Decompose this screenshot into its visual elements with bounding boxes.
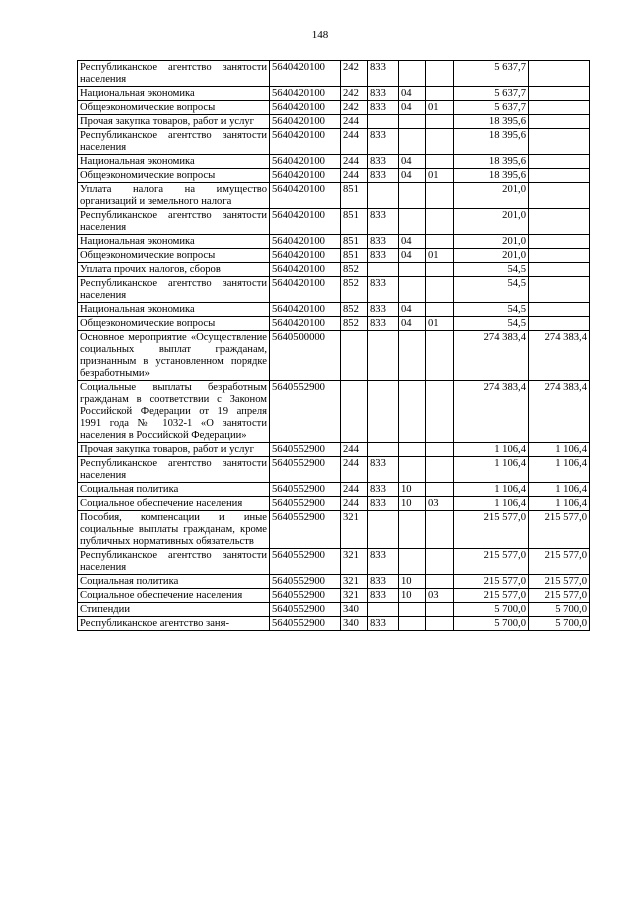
cell-subsection: 03 [426, 497, 454, 511]
table-row [78, 61, 590, 87]
cell-agency-code: 833 [368, 249, 399, 263]
cell-agency-code [368, 511, 399, 549]
cell-expense-type: 340 [341, 617, 368, 631]
page-number: 148 [311, 29, 329, 41]
cell-section [399, 617, 426, 631]
table-row [78, 381, 590, 443]
cell-amount-2: 1 106,4 [529, 457, 590, 483]
cell-subsection [426, 235, 454, 249]
cell-section: 04 [399, 169, 426, 183]
cell-name: Пособия, компенсации и иные социальные выплаты гражданам, кроме публичных нормативных обязательств [78, 511, 270, 549]
cell-target-code: 5640552900 [270, 483, 341, 497]
cell-agency-code: 833 [368, 549, 399, 575]
cell-section: 10 [399, 483, 426, 497]
cell-subsection [426, 617, 454, 631]
cell-amount-1: 215 577,0 [454, 589, 529, 603]
cell-agency-code: 833 [368, 129, 399, 155]
cell-section: 04 [399, 87, 426, 101]
cell-amount-2 [529, 169, 590, 183]
cell-name: Республиканское агентство занятости населения [78, 549, 270, 575]
cell-agency-code: 833 [368, 457, 399, 483]
cell-name: Социальная политика [78, 483, 270, 497]
cell-amount-2: 215 577,0 [529, 575, 590, 589]
cell-section: 04 [399, 101, 426, 115]
cell-amount-1: 215 577,0 [454, 575, 529, 589]
table-row [78, 303, 590, 317]
cell-target-code: 5640552900 [270, 457, 341, 483]
cell-expense-type: 244 [341, 115, 368, 129]
cell-name: Республиканское агентство занятости населения [78, 457, 270, 483]
cell-agency-code: 833 [368, 303, 399, 317]
cell-expense-type: 851 [341, 183, 368, 209]
cell-agency-code [368, 331, 399, 381]
cell-section [399, 457, 426, 483]
table-row [78, 129, 590, 155]
cell-target-code: 5640420100 [270, 183, 341, 209]
cell-amount-1: 5 637,7 [454, 87, 529, 101]
cell-name: Республиканское агентство заня- [78, 617, 270, 631]
cell-amount-2 [529, 115, 590, 129]
cell-subsection: 01 [426, 101, 454, 115]
cell-target-code: 5640420100 [270, 101, 341, 115]
cell-expense-type [341, 331, 368, 381]
cell-target-code: 5640420100 [270, 155, 341, 169]
cell-name: Национальная экономика [78, 235, 270, 249]
cell-subsection [426, 209, 454, 235]
cell-target-code: 5640552900 [270, 443, 341, 457]
cell-agency-code: 833 [368, 497, 399, 511]
cell-agency-code: 833 [368, 101, 399, 115]
cell-section: 04 [399, 235, 426, 249]
cell-expense-type: 242 [341, 61, 368, 87]
cell-expense-type [341, 381, 368, 443]
cell-section [399, 381, 426, 443]
cell-name: Стипендии [78, 603, 270, 617]
cell-subsection: 01 [426, 249, 454, 263]
cell-amount-2 [529, 101, 590, 115]
cell-amount-2: 215 577,0 [529, 549, 590, 575]
cell-section [399, 443, 426, 457]
cell-agency-code: 833 [368, 235, 399, 249]
cell-section [399, 263, 426, 277]
cell-expense-type: 852 [341, 303, 368, 317]
cell-amount-1: 5 700,0 [454, 617, 529, 631]
cell-expense-type: 244 [341, 169, 368, 183]
cell-expense-type: 242 [341, 101, 368, 115]
cell-amount-2 [529, 183, 590, 209]
cell-target-code: 5640552900 [270, 589, 341, 603]
cell-agency-code: 833 [368, 87, 399, 101]
cell-amount-2: 1 106,4 [529, 497, 590, 511]
cell-amount-1: 201,0 [454, 209, 529, 235]
cell-amount-1: 215 577,0 [454, 549, 529, 575]
cell-expense-type: 852 [341, 263, 368, 277]
cell-name: Национальная экономика [78, 303, 270, 317]
cell-name: Национальная экономика [78, 155, 270, 169]
cell-expense-type: 321 [341, 549, 368, 575]
cell-target-code: 5640500000 [270, 331, 341, 381]
cell-amount-2: 215 577,0 [529, 589, 590, 603]
cell-subsection [426, 263, 454, 277]
cell-amount-1: 18 395,6 [454, 155, 529, 169]
cell-amount-2 [529, 129, 590, 155]
table-row [78, 101, 590, 115]
cell-name: Республиканское агентство занятости населения [78, 129, 270, 155]
cell-subsection [426, 277, 454, 303]
cell-section [399, 511, 426, 549]
cell-agency-code: 833 [368, 155, 399, 169]
cell-subsection [426, 155, 454, 169]
table-row [78, 183, 590, 209]
cell-subsection [426, 483, 454, 497]
cell-section [399, 183, 426, 209]
cell-target-code: 5640420100 [270, 209, 341, 235]
cell-expense-type: 321 [341, 589, 368, 603]
cell-name: Общеэкономические вопросы [78, 101, 270, 115]
cell-subsection: 03 [426, 589, 454, 603]
cell-amount-2 [529, 263, 590, 277]
cell-section [399, 115, 426, 129]
cell-section [399, 209, 426, 235]
cell-name: Общеэкономические вопросы [78, 317, 270, 331]
cell-target-code: 5640420100 [270, 249, 341, 263]
cell-subsection [426, 115, 454, 129]
cell-expense-type: 852 [341, 317, 368, 331]
cell-expense-type: 340 [341, 603, 368, 617]
table-body [78, 61, 590, 631]
cell-amount-1: 5 637,7 [454, 61, 529, 87]
cell-agency-code: 833 [368, 209, 399, 235]
cell-section: 10 [399, 589, 426, 603]
cell-subsection [426, 457, 454, 483]
cell-amount-2 [529, 249, 590, 263]
cell-subsection [426, 61, 454, 87]
cell-target-code: 5640552900 [270, 575, 341, 589]
cell-amount-1: 18 395,6 [454, 129, 529, 155]
cell-amount-1: 215 577,0 [454, 511, 529, 549]
cell-amount-2 [529, 317, 590, 331]
cell-target-code: 5640420100 [270, 115, 341, 129]
cell-target-code: 5640420100 [270, 235, 341, 249]
cell-target-code: 5640420100 [270, 317, 341, 331]
cell-name: Общеэкономические вопросы [78, 169, 270, 183]
cell-subsection [426, 603, 454, 617]
cell-target-code: 5640420100 [270, 61, 341, 87]
cell-target-code: 5640552900 [270, 497, 341, 511]
cell-amount-1: 54,5 [454, 277, 529, 303]
cell-agency-code: 833 [368, 277, 399, 303]
cell-amount-1: 54,5 [454, 317, 529, 331]
cell-amount-1: 54,5 [454, 263, 529, 277]
cell-amount-1: 1 106,4 [454, 497, 529, 511]
cell-amount-2: 5 700,0 [529, 617, 590, 631]
cell-agency-code [368, 443, 399, 457]
cell-section: 04 [399, 155, 426, 169]
table-row [78, 87, 590, 101]
cell-amount-2 [529, 87, 590, 101]
cell-expense-type: 244 [341, 483, 368, 497]
table-row [78, 263, 590, 277]
table-row [78, 249, 590, 263]
cell-agency-code: 833 [368, 483, 399, 497]
cell-amount-2 [529, 277, 590, 303]
cell-expense-type: 244 [341, 497, 368, 511]
cell-subsection [426, 331, 454, 381]
cell-target-code: 5640552900 [270, 511, 341, 549]
cell-name: Национальная экономика [78, 87, 270, 101]
table-row [78, 497, 590, 511]
cell-agency-code [368, 381, 399, 443]
cell-section [399, 603, 426, 617]
table-row [78, 511, 590, 549]
table-row [78, 115, 590, 129]
cell-subsection [426, 87, 454, 101]
cell-name: Уплата прочих налогов, сборов [78, 263, 270, 277]
cell-agency-code: 833 [368, 589, 399, 603]
cell-amount-2: 274 383,4 [529, 331, 590, 381]
cell-name: Республиканское агентство занятости населения [78, 277, 270, 303]
table-row [78, 235, 590, 249]
cell-expense-type: 244 [341, 155, 368, 169]
cell-amount-1: 201,0 [454, 183, 529, 209]
cell-section [399, 549, 426, 575]
cell-agency-code: 833 [368, 617, 399, 631]
table-row [78, 457, 590, 483]
cell-amount-1: 274 383,4 [454, 381, 529, 443]
cell-section: 04 [399, 303, 426, 317]
cell-subsection [426, 575, 454, 589]
cell-agency-code [368, 183, 399, 209]
cell-amount-2 [529, 61, 590, 87]
cell-target-code: 5640552900 [270, 381, 341, 443]
cell-expense-type: 244 [341, 457, 368, 483]
cell-name: Республиканское агентство занятости населения [78, 209, 270, 235]
cell-subsection: 01 [426, 169, 454, 183]
cell-section [399, 331, 426, 381]
cell-agency-code: 833 [368, 169, 399, 183]
cell-amount-1: 1 106,4 [454, 443, 529, 457]
cell-name: Уплата налога на имущество организаций и земельного налога [78, 183, 270, 209]
cell-expense-type: 244 [341, 443, 368, 457]
cell-agency-code: 833 [368, 575, 399, 589]
cell-amount-1: 18 395,6 [454, 115, 529, 129]
table-row [78, 209, 590, 235]
cell-name: Социальное обеспечение населения [78, 589, 270, 603]
cell-agency-code: 833 [368, 317, 399, 331]
cell-section [399, 61, 426, 87]
table-row [78, 549, 590, 575]
table-row [78, 589, 590, 603]
cell-target-code: 5640552900 [270, 549, 341, 575]
cell-subsection [426, 303, 454, 317]
cell-subsection [426, 381, 454, 443]
cell-expense-type: 851 [341, 209, 368, 235]
cell-agency-code [368, 263, 399, 277]
table-row [78, 603, 590, 617]
cell-amount-2 [529, 209, 590, 235]
cell-agency-code [368, 115, 399, 129]
cell-name: Прочая закупка товаров, работ и услуг [78, 115, 270, 129]
cell-subsection [426, 183, 454, 209]
cell-expense-type: 851 [341, 235, 368, 249]
cell-target-code: 5640552900 [270, 603, 341, 617]
cell-amount-2: 274 383,4 [529, 381, 590, 443]
cell-amount-1: 1 106,4 [454, 457, 529, 483]
cell-amount-2 [529, 303, 590, 317]
cell-amount-2: 1 106,4 [529, 483, 590, 497]
cell-amount-1: 5 637,7 [454, 101, 529, 115]
cell-name: Республиканское агентство занятости населения [78, 61, 270, 87]
table-row [78, 277, 590, 303]
cell-amount-2: 5 700,0 [529, 603, 590, 617]
cell-expense-type: 852 [341, 277, 368, 303]
cell-amount-2: 1 106,4 [529, 443, 590, 457]
cell-name: Прочая закупка товаров, работ и услуг [78, 443, 270, 457]
table-row [78, 575, 590, 589]
cell-section: 10 [399, 497, 426, 511]
cell-target-code: 5640420100 [270, 263, 341, 277]
cell-agency-code: 833 [368, 61, 399, 87]
cell-subsection [426, 511, 454, 549]
cell-subsection [426, 549, 454, 575]
cell-name: Социальное обеспечение населения [78, 497, 270, 511]
cell-subsection [426, 443, 454, 457]
table-row [78, 443, 590, 457]
cell-amount-1: 1 106,4 [454, 483, 529, 497]
cell-target-code: 5640420100 [270, 277, 341, 303]
cell-expense-type: 242 [341, 87, 368, 101]
cell-expense-type: 851 [341, 249, 368, 263]
cell-section [399, 277, 426, 303]
cell-expense-type: 244 [341, 129, 368, 155]
cell-amount-2 [529, 235, 590, 249]
cell-amount-2: 215 577,0 [529, 511, 590, 549]
table-row [78, 617, 590, 631]
cell-amount-1: 201,0 [454, 235, 529, 249]
cell-name: Социальная политика [78, 575, 270, 589]
cell-target-code: 5640552900 [270, 617, 341, 631]
cell-name: Общеэкономические вопросы [78, 249, 270, 263]
cell-section: 04 [399, 249, 426, 263]
table-row [78, 169, 590, 183]
cell-subsection: 01 [426, 317, 454, 331]
table-row [78, 331, 590, 381]
cell-section: 04 [399, 317, 426, 331]
budget-table [77, 60, 590, 631]
table-row [78, 155, 590, 169]
cell-target-code: 5640420100 [270, 87, 341, 101]
cell-subsection [426, 129, 454, 155]
cell-target-code: 5640420100 [270, 303, 341, 317]
cell-amount-1: 201,0 [454, 249, 529, 263]
cell-target-code: 5640420100 [270, 169, 341, 183]
table-row [78, 317, 590, 331]
cell-amount-1: 54,5 [454, 303, 529, 317]
cell-amount-1: 274 383,4 [454, 331, 529, 381]
cell-amount-2 [529, 155, 590, 169]
cell-name: Социальные выплаты безработным гражданам в соответствии с Законом Российской Федерации от 19 апреля 1991 года № 1032-1 «О занятости населения в Российской Федерации» [78, 381, 270, 443]
cell-amount-1: 5 700,0 [454, 603, 529, 617]
cell-expense-type: 321 [341, 511, 368, 549]
cell-expense-type: 321 [341, 575, 368, 589]
cell-name: Основное мероприятие «Осуществление социальных выплат гражданам, признанным в установленном порядке безработными» [78, 331, 270, 381]
cell-section: 10 [399, 575, 426, 589]
cell-agency-code [368, 603, 399, 617]
cell-target-code: 5640420100 [270, 129, 341, 155]
cell-amount-1: 18 395,6 [454, 169, 529, 183]
table-row [78, 483, 590, 497]
cell-section [399, 129, 426, 155]
